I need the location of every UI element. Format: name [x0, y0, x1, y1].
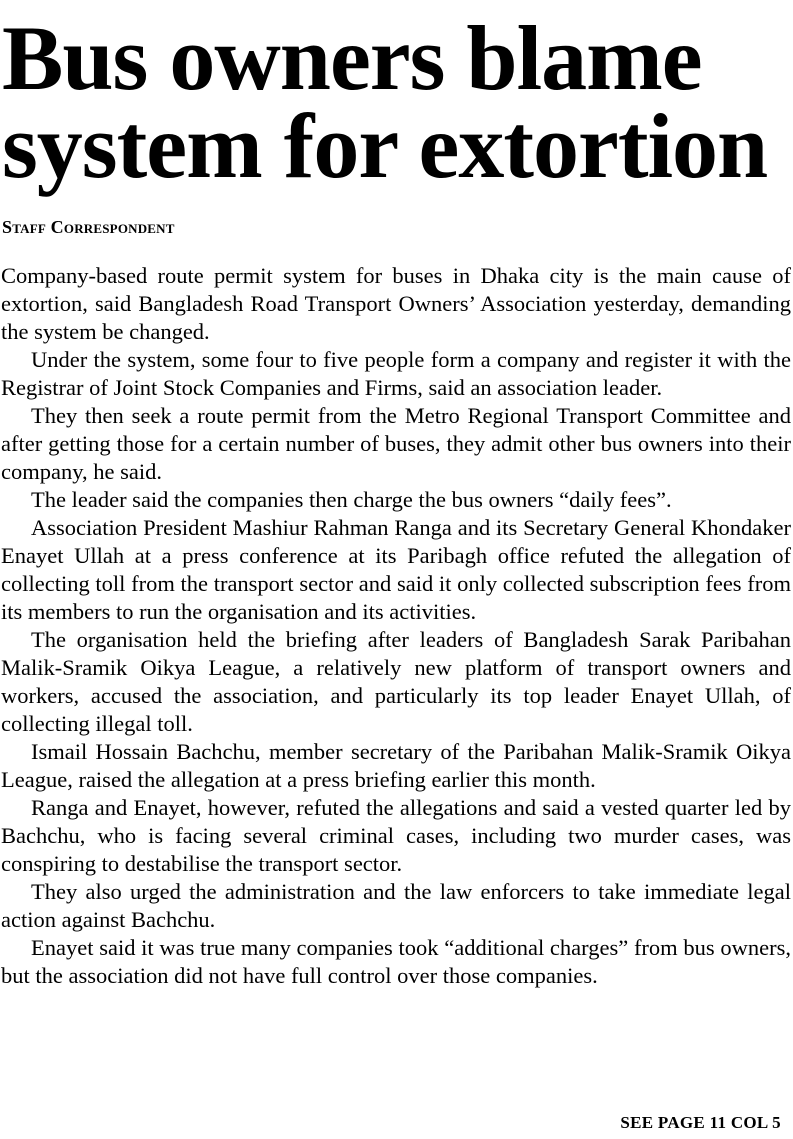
- paragraph: They then seek a route permit from the Metro Regional Transport Committee and after getting those for a certain number of buses, they admit other bus owners into their company, he said.: [1, 403, 791, 484]
- byline: Staff Correspondent: [2, 217, 175, 237]
- paragraph: Ismail Hossain Bachchu, member secretary of the Paribahan Malik-Sramik Oikya League, raised the allegation at a press briefing earlier this month.: [1, 739, 791, 792]
- paragraph: Enayet said it was true many companies took “additional charges” from bus owners, but the association did not have full control over those companies.: [1, 935, 791, 988]
- article-body: [0, 262, 793, 990]
- continued-jump-line: SEE PAGE 11 COL 5: [620, 1113, 781, 1132]
- headline: [0, 0, 793, 197]
- paragraph: Association President Mashiur Rahman Ranga and its Secretary General Khondaker Enayet Ullah at a press conference at its Paribagh office refuted the allegation of collecting toll from the transport sector and said it only collected subscription fees from its members to run the organisation and its activities.: [1, 515, 791, 624]
- paragraph: Company-based route permit system for buses in Dhaka city is the main cause of extortion, said Bangladesh Road Transport Owners’ Association yesterday, demanding the system be changed.: [1, 263, 791, 344]
- paragraph: They also urged the administration and the law enforcers to take immediate legal action against Bachchu.: [1, 879, 791, 932]
- paragraph: Under the system, some four to five people form a company and register it with the Registrar of Joint Stock Companies and Firms, said an association leader.: [1, 347, 791, 400]
- paragraph: Ranga and Enayet, however, refuted the allegations and said a vested quarter led by Bachchu, who is facing several criminal cases, including two murder cases, was conspiring to destabilise the transport sector.: [1, 795, 791, 876]
- headline-line-2: system for extortion: [2, 95, 768, 197]
- headline-line-1: Bus owners blame: [2, 7, 702, 109]
- paragraph: The organisation held the briefing after leaders of Bangladesh Sarak Paribahan Malik-Sramik Oikya League, a relatively new platform of transport owners and workers, accused the association, and particularly its top leader Enayet Ullah, of collecting illegal toll.: [1, 627, 791, 736]
- paragraph: The leader said the companies then charge the bus owners “daily fees”.: [31, 487, 672, 512]
